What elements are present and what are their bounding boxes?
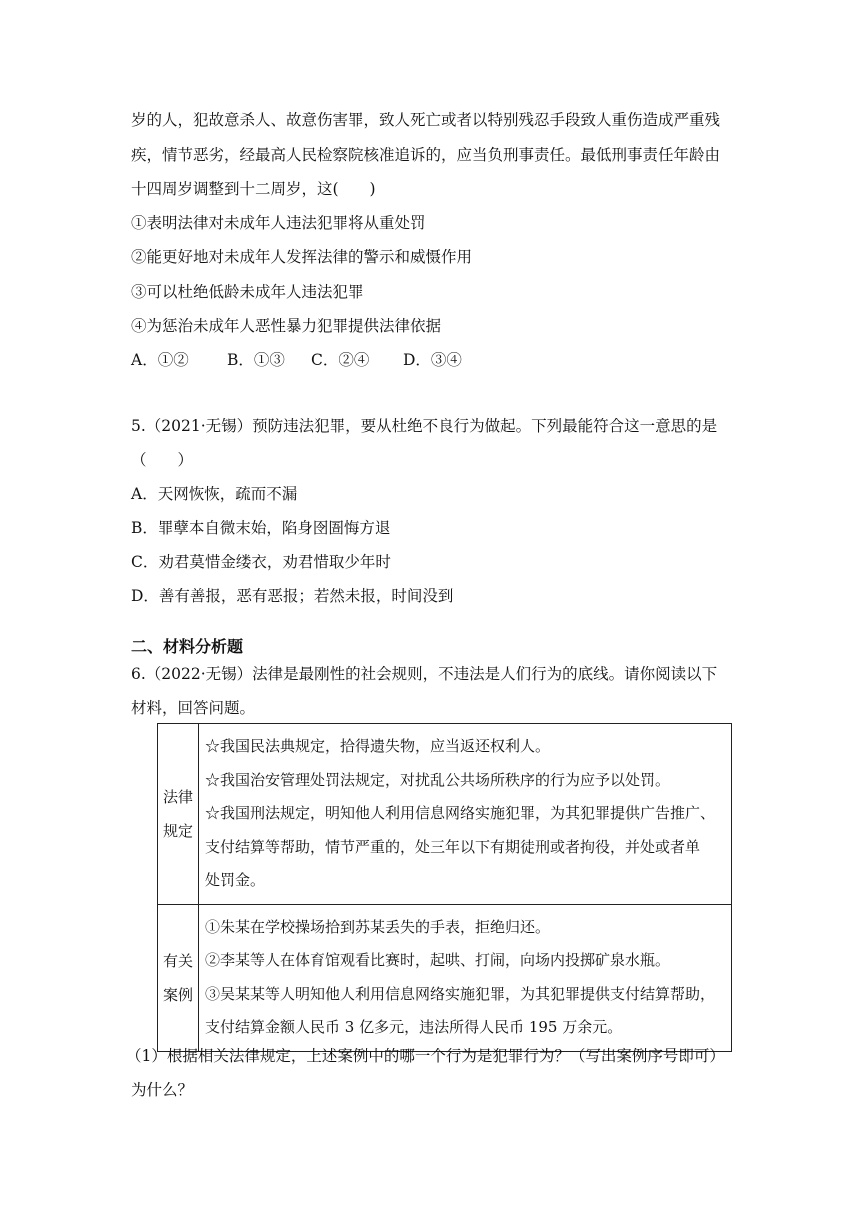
q6-sub1-line-2: 为什么？ bbox=[131, 1081, 194, 1099]
section-heading: 二、材料分析题 bbox=[131, 637, 244, 656]
law-item-3-line-1: ☆我国刑法规定，明知他人利用信息网络实施犯罪，为其犯罪提供广告推广、 bbox=[205, 804, 716, 822]
q5-option-a[interactable]: A．天网恢恢，疏而不漏 bbox=[131, 485, 298, 503]
q6-stem-line-1: 6.（2022·无锡）法律是最刚性的社会规则，不违法是人们行为的底线。请你阅读以下 bbox=[131, 665, 718, 683]
q4-line-3: 十四周岁调整到十二周岁，这( ) bbox=[131, 180, 376, 198]
case-item-2: ②李某等人在体育馆观看比赛时，起哄、打闹，向场内投掷矿泉水瓶。 bbox=[205, 951, 671, 969]
case-label-line-2: 案例 bbox=[162, 985, 193, 1004]
case-content-cell bbox=[199, 904, 732, 1051]
q5-answer-paren: （ ） bbox=[131, 451, 194, 469]
material-table bbox=[157, 723, 732, 1052]
q4-line-2: 疾，情节恶劣，经最高人民检察院核准追诉的，应当负刑事责任。最低刑事责任年龄由 bbox=[131, 146, 721, 164]
law-row bbox=[158, 724, 732, 905]
law-item-1: ☆我国民法典规定，拾得遗失物，应当返还权利人。 bbox=[205, 737, 551, 755]
case-item-1: ①朱某在学校操场拾到苏某丢失的手表，拒绝归还。 bbox=[205, 917, 551, 936]
case-label-line-1: 有关 bbox=[162, 951, 193, 970]
q4-statement-2: ②能更好地对未成年人发挥法律的警示和威慑作用 bbox=[131, 248, 473, 266]
q4-option-d[interactable]: D．③④ bbox=[403, 351, 462, 369]
q5-option-c[interactable]: C．劝君莫惜金缕衣，劝君惜取少年时 bbox=[131, 553, 391, 571]
case-item-3-line-1: ③吴某某等人明知他人利用信息网络实施犯罪，为其犯罪提供支付结算帮助， bbox=[205, 984, 716, 1003]
law-item-3-line-2: 支付结算等帮助，情节严重的，处三年以下有期徒刑或者拘役，并处或者单 bbox=[205, 837, 701, 856]
q4-statement-3: ③可以杜绝低龄未成年人违法犯罪 bbox=[131, 283, 364, 301]
law-label-line-2: 规定 bbox=[162, 821, 193, 840]
case-row bbox=[158, 904, 732, 1051]
q5-option-d[interactable]: D．善有善报，恶有恶报；若然未报，时间没到 bbox=[131, 587, 454, 605]
q4-option-c[interactable]: C．②④ bbox=[311, 351, 370, 369]
q4-option-b[interactable]: B．①③ bbox=[227, 351, 285, 369]
q5-stem: 5.（2021·无锡）预防违法犯罪，要从杜绝不良行为做起。下列最能符合这一意思的是 bbox=[131, 417, 718, 435]
case-item-3-line-2: 支付结算金额人民币 3 亿多元，违法所得人民币 195 万余元。 bbox=[205, 1018, 623, 1036]
q4-options bbox=[131, 350, 462, 370]
law-label-line-1: 法律 bbox=[162, 787, 193, 806]
q6-sub1-line-1: （1）根据相关法律规定，上述案例中的哪一个行为是犯罪行为？（写出案例序号即可） bbox=[126, 1047, 725, 1065]
q5-option-b[interactable]: B．罪孽本自微末始，陷身囹圄悔方退 bbox=[131, 519, 391, 537]
q4-statement-1: ①表明法律对未成年人违法犯罪将从重处罚 bbox=[131, 214, 426, 232]
law-content-cell bbox=[199, 724, 732, 905]
q4-option-a[interactable]: A．①② bbox=[131, 351, 189, 369]
case-label-cell bbox=[158, 904, 199, 1051]
law-label-cell bbox=[158, 724, 199, 905]
q4-statement-4: ④为惩治未成年人恶性暴力犯罪提供法律依据 bbox=[131, 317, 442, 335]
q4-line-1: 岁的人，犯故意杀人、故意伤害罪，致人死亡或者以特别残忍手段致人重伤造成严重残 bbox=[131, 111, 721, 129]
law-item-2: ☆我国治安管理处罚法规定，对扰乱公共场所秩序的行为应予以处罚。 bbox=[205, 770, 671, 789]
law-item-3-line-3: 处罚金。 bbox=[205, 871, 266, 889]
q6-stem-line-2: 材料，回答问题。 bbox=[131, 699, 256, 717]
